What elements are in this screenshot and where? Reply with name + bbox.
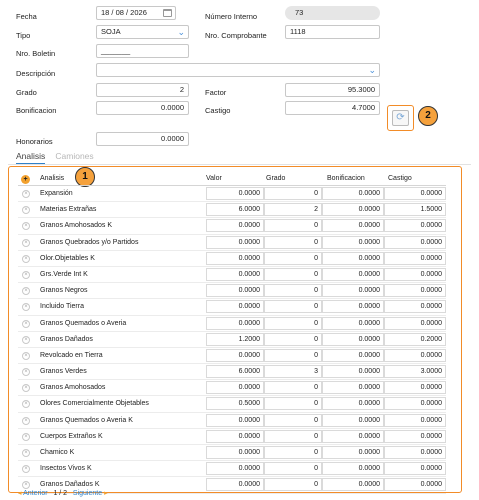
bonificacion-cell[interactable]: 0.0000	[322, 446, 384, 459]
next-page-link[interactable]: Siguiente	[72, 490, 103, 497]
numero-interno-field: 73	[285, 6, 380, 20]
table-row	[18, 202, 446, 218]
castigo-cell[interactable]: 0.0000	[384, 317, 446, 330]
nro-comprobante-field[interactable]: 1118	[285, 25, 380, 39]
bonificacion-cell[interactable]: 0.0000	[322, 397, 384, 410]
table-row	[18, 251, 446, 267]
bonificacion-cell[interactable]: 0.0000	[322, 219, 384, 232]
grado-cell[interactable]: 0	[264, 300, 322, 313]
row-name: Granos Quebrados y/o Partidos	[40, 238, 139, 246]
table-row	[18, 235, 446, 251]
nro-boletin-label: Nro. Boletin	[16, 49, 56, 58]
bonificacion-label: Bonificacion	[16, 106, 57, 115]
grado-cell[interactable]: 0	[264, 219, 322, 232]
refresh-button[interactable]	[392, 110, 409, 126]
valor-cell[interactable]: 0.0000	[206, 446, 264, 459]
row-name: Expansión	[40, 190, 73, 197]
tipo-select[interactable]	[96, 25, 189, 39]
bonificacion-cell[interactable]: 0.0000	[322, 365, 384, 378]
table-row	[18, 267, 446, 283]
numero-interno-label: Número Interno	[205, 12, 258, 21]
bonificacion-cell[interactable]: 0.0000	[322, 203, 384, 216]
castigo-cell[interactable]: 0.0000	[384, 300, 446, 313]
table-row	[18, 299, 446, 315]
table-row	[18, 186, 446, 202]
pagination	[18, 489, 108, 497]
valor-cell[interactable]: 0.0000	[206, 478, 264, 491]
grado-cell[interactable]: 0	[264, 381, 322, 394]
table-row	[18, 461, 446, 477]
castigo-cell[interactable]: 0.0000	[384, 349, 446, 362]
tipo-value: SOJA	[101, 27, 121, 36]
remove-row-icon[interactable]: ×	[22, 287, 30, 295]
row-name: Granos Dañados K	[40, 481, 100, 489]
grado-cell[interactable]: 0	[264, 349, 322, 362]
factor-field[interactable]: 95.3000	[285, 83, 380, 97]
table-row	[18, 332, 446, 348]
bonificacion-cell[interactable]: 0.0000	[322, 430, 384, 443]
table-row	[18, 396, 446, 412]
valor-cell[interactable]: 0.0000	[206, 284, 264, 297]
tab-bar	[16, 151, 102, 163]
bonificacion-cell[interactable]: 0.0000	[322, 381, 384, 394]
valor-cell[interactable]: 0.0000	[206, 300, 264, 313]
bonificacion-cell[interactable]: 0.0000	[322, 187, 384, 200]
valor-cell[interactable]: 0.0000	[206, 430, 264, 443]
row-name: Chamico K	[40, 449, 75, 456]
chevron-down-icon: ⌄	[368, 65, 376, 75]
bonificacion-cell[interactable]: 0.0000	[322, 478, 384, 491]
castigo-cell[interactable]: 0.0000	[384, 252, 446, 265]
bonificacion-cell[interactable]: 0.0000	[322, 268, 384, 281]
header-analisis: Analisis	[40, 175, 65, 182]
castigo-cell[interactable]: 0.0000	[384, 462, 446, 475]
table-row	[18, 316, 446, 332]
remove-row-icon[interactable]: ×	[22, 417, 30, 425]
chevron-right-icon[interactable]: ▸	[104, 490, 108, 497]
grado-cell[interactable]: 0	[264, 252, 322, 265]
callout-1: 1	[75, 167, 95, 187]
table-row	[18, 413, 446, 429]
fecha-label: Fecha	[16, 12, 37, 21]
castigo-cell[interactable]: 0.0000	[384, 478, 446, 491]
grado-cell[interactable]: 0	[264, 462, 322, 475]
remove-row-icon[interactable]: ×	[22, 465, 30, 473]
callout-2: 2	[418, 106, 438, 126]
castigo-cell[interactable]: 0.0000	[384, 268, 446, 281]
remove-row-icon[interactable]: ×	[22, 368, 30, 376]
valor-cell[interactable]: 0.0000	[206, 187, 264, 200]
castigo-cell[interactable]: 0.0000	[384, 236, 446, 249]
valor-cell[interactable]: 0.0000	[206, 268, 264, 281]
calendar-icon[interactable]	[163, 9, 172, 17]
castigo-field[interactable]: 4.7000	[285, 101, 380, 115]
row-name: Revolcado en Tierra	[40, 351, 103, 359]
row-name: Materias Extrañas	[40, 206, 97, 214]
table-row	[18, 445, 446, 461]
grado-cell[interactable]: 0	[264, 397, 322, 410]
remove-row-icon[interactable]: ×	[22, 190, 30, 198]
remove-row-icon[interactable]: ×	[22, 481, 30, 489]
prev-page-link[interactable]: Anterior	[23, 490, 48, 497]
grado-cell[interactable]: 0	[264, 268, 322, 281]
table-body	[18, 186, 446, 494]
analisis-table	[18, 172, 446, 494]
remove-row-icon[interactable]: ×	[22, 271, 30, 279]
grado-cell[interactable]: 0	[264, 333, 322, 346]
header-bonificacion: Bonificacion	[327, 175, 365, 182]
remove-row-icon[interactable]: ×	[22, 336, 30, 344]
grado-label: Grado	[16, 88, 37, 97]
grado-cell[interactable]: 0	[264, 430, 322, 443]
table-row	[18, 380, 446, 396]
grado-cell[interactable]: 0	[264, 478, 322, 491]
valor-cell[interactable]: 0.0000	[206, 381, 264, 394]
remove-row-icon[interactable]: ×	[22, 206, 30, 214]
row-name: Granos Amohosados	[40, 384, 106, 392]
chevron-down-icon: ⌄	[177, 27, 185, 37]
row-name: Cuerpos Extraños K	[40, 432, 103, 440]
nro-boletin-field[interactable]: _______	[96, 44, 189, 58]
castigo-cell[interactable]: 1.5000	[384, 203, 446, 216]
row-name: Granos Negros	[40, 287, 88, 295]
grado-cell[interactable]: 0	[264, 414, 322, 427]
castigo-cell[interactable]: 0.0000	[384, 219, 446, 232]
tab-analisis[interactable]: Analisis	[16, 151, 45, 165]
castigo-cell[interactable]: 0.0000	[384, 397, 446, 410]
grado-cell[interactable]: 3	[264, 365, 322, 378]
valor-cell[interactable]: 0.0000	[206, 462, 264, 475]
refresh-icon: ⟳	[396, 112, 405, 123]
grado-cell[interactable]: 0	[264, 187, 322, 200]
remove-row-icon[interactable]: ×	[22, 239, 30, 247]
tab-divider	[8, 164, 471, 165]
remove-row-icon[interactable]: ×	[22, 449, 30, 457]
castigo-cell[interactable]: 3.0000	[384, 365, 446, 378]
bonificacion-cell[interactable]: 0.0000	[322, 333, 384, 346]
grado-cell[interactable]: 2	[264, 203, 322, 216]
bonificacion-cell[interactable]: 0.0000	[322, 236, 384, 249]
table-row	[18, 348, 446, 364]
castigo-cell[interactable]: 0.0000	[384, 187, 446, 200]
bonificacion-cell[interactable]: 0.0000	[322, 284, 384, 297]
table-row	[18, 283, 446, 299]
castigo-cell[interactable]: 0.0000	[384, 414, 446, 427]
valor-cell[interactable]: 6.0000	[206, 365, 264, 378]
bonificacion-cell[interactable]: 0.0000	[322, 317, 384, 330]
valor-cell[interactable]: 0.0000	[206, 414, 264, 427]
remove-row-icon[interactable]: ×	[22, 400, 30, 408]
bonificacion-cell[interactable]: 0.0000	[322, 462, 384, 475]
row-name: Incluido Tierra	[40, 303, 84, 311]
nro-comprobante-label: Nro. Comprobante	[205, 31, 267, 40]
valor-cell[interactable]: 0.5000	[206, 397, 264, 410]
remove-row-icon[interactable]: ×	[22, 352, 30, 360]
add-icon[interactable]: +	[21, 175, 30, 184]
remove-row-icon[interactable]: ×	[22, 303, 30, 311]
row-name: Olor.Objetables K	[40, 254, 95, 262]
castigo-cell[interactable]: 0.0000	[384, 430, 446, 443]
header-grado: Grado	[266, 175, 286, 182]
bonificacion-cell[interactable]: 0.0000	[322, 349, 384, 362]
bonificacion-cell[interactable]: 0.0000	[322, 252, 384, 265]
row-name: Insectos Vivos K	[40, 465, 92, 473]
valor-cell[interactable]: 0.0000	[206, 317, 264, 330]
remove-row-icon[interactable]: ×	[22, 255, 30, 263]
row-name: Granos Dañados	[40, 335, 93, 343]
fecha-value: 18 / 08 / 2026	[101, 8, 147, 17]
table-row	[18, 218, 446, 234]
remove-row-icon[interactable]: ×	[22, 222, 30, 230]
tipo-label: Tipo	[16, 31, 31, 40]
bonificacion-field[interactable]: 0.0000	[96, 101, 189, 115]
remove-row-icon[interactable]: ×	[22, 433, 30, 441]
row-name: Granos Amohosados K	[40, 222, 112, 230]
fecha-date-field[interactable]	[96, 6, 176, 20]
valor-cell[interactable]: 6.0000	[206, 203, 264, 216]
descripcion-label: Descripción	[16, 69, 56, 78]
castigo-cell[interactable]: 0.0000	[384, 381, 446, 394]
page-indicator: 1 / 2	[53, 490, 68, 497]
grado-cell[interactable]: 0	[264, 317, 322, 330]
bonificacion-cell[interactable]: 0.0000	[322, 300, 384, 313]
table-row	[18, 364, 446, 380]
row-name: Granos Verdes	[40, 368, 87, 376]
row-name: Granos Quemados o Averia K	[40, 416, 133, 424]
tab-camiones[interactable]: Camiones	[55, 151, 94, 161]
valor-cell[interactable]: 0.0000	[206, 236, 264, 249]
honorarios-label: Honorarios	[16, 137, 53, 146]
grado-cell[interactable]: 0	[264, 446, 322, 459]
grado-cell[interactable]: 0	[264, 284, 322, 297]
row-name: Grs.Verde Int K	[40, 270, 88, 278]
remove-row-icon[interactable]: ×	[22, 320, 30, 328]
castigo-cell[interactable]: 0.0000	[384, 284, 446, 297]
descripcion-select[interactable]	[96, 63, 380, 77]
table-row	[18, 429, 446, 445]
valor-cell[interactable]: 1.2000	[206, 333, 264, 346]
bonificacion-cell[interactable]: 0.0000	[322, 414, 384, 427]
row-name: Olores Comercialmente Objetables	[40, 400, 149, 408]
header-valor: Valor	[206, 175, 222, 182]
header-castigo: Castigo	[388, 175, 412, 182]
valor-cell[interactable]: 0.0000	[206, 252, 264, 265]
castigo-cell[interactable]: 0.2000	[384, 333, 446, 346]
valor-cell[interactable]: 0.0000	[206, 349, 264, 362]
castigo-label: Castigo	[205, 106, 231, 115]
chevron-left-icon[interactable]: ◂	[18, 490, 22, 497]
grado-cell[interactable]: 0	[264, 236, 322, 249]
castigo-cell[interactable]: 0.0000	[384, 446, 446, 459]
valor-cell[interactable]: 0.0000	[206, 219, 264, 232]
grado-field[interactable]: 2	[96, 83, 189, 97]
table-header	[18, 172, 446, 186]
row-name: Granos Quemados o Averia	[40, 319, 127, 327]
honorarios-field[interactable]: 0.0000	[96, 132, 189, 146]
remove-row-icon[interactable]: ×	[22, 384, 30, 392]
factor-label: Factor	[205, 88, 227, 97]
